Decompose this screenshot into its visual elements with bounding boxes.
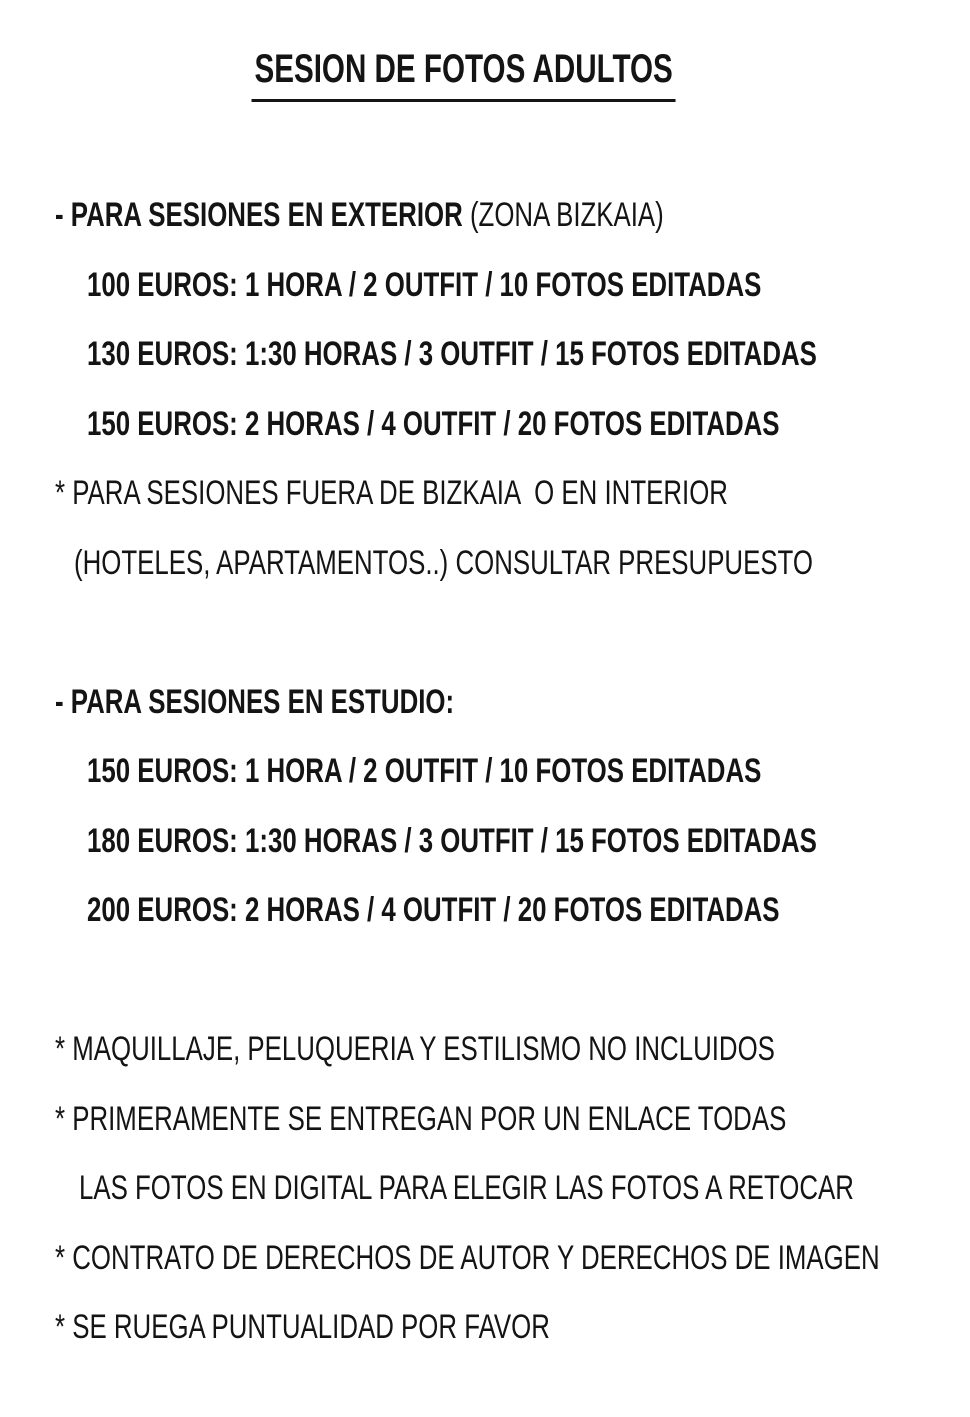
document-line-text (87, 754, 761, 788)
document-line-text (87, 821, 817, 860)
document-line-text (55, 1099, 787, 1138)
text-segment: * SE RUEGA PUNTUALIDAD POR FAVOR (55, 1308, 550, 1346)
document-line (87, 404, 970, 443)
document-line-text (55, 476, 728, 510)
text-segment: 150 EUROS: 1 HORA / 2 OUTFIT / 10 FOTOS EDITADAS (87, 752, 762, 790)
document-line (55, 476, 940, 510)
document-line (55, 198, 856, 232)
document-line (55, 1099, 970, 1138)
text-segment: 100 EUROS: 1 HORA / 2 OUTFIT / 10 FOTOS EDITADAS (87, 265, 762, 304)
document-line (87, 893, 970, 927)
document-line-text (79, 1171, 854, 1205)
text-segment: 150 EUROS: 2 HORAS / 4 OUTFIT / 20 FOTOS EDITADAS (87, 404, 780, 443)
text-segment: 200 EUROS: 2 HORAS / 4 OUTFIT / 20 FOTOS EDITADAS (87, 891, 780, 929)
text-segment: - PARA SESIONES EN EXTERIOR (55, 196, 470, 234)
document-line (55, 1310, 706, 1344)
document-title-text: SESION DE FOTOS ADULTOS (252, 46, 676, 102)
document-line-text (55, 1032, 775, 1066)
text-segment: 130 EUROS: 1:30 HORAS / 3 OUTFIT / 15 FOTOS EDITADAS (87, 335, 817, 373)
text-segment: * PRIMERAMENTE SE ENTREGAN POR UN ENLACE TODAS (55, 1099, 787, 1138)
document-line-text (87, 337, 817, 371)
text-segment: (HOTELES, APARTAMENTOS..) CONSULTAR PRESUPUESTO (74, 543, 813, 582)
document-line-text (87, 404, 780, 443)
text-segment: * MAQUILLAJE, PELUQUERIA Y ESTILISMO NO INCLUIDOS (55, 1030, 775, 1068)
document-line-text (87, 893, 780, 927)
text-segment: (ZONA BIZKAIA) (469, 196, 664, 234)
document-title (0, 46, 970, 102)
document-line (87, 337, 970, 371)
document-line (74, 543, 970, 582)
document-line-text (55, 1310, 550, 1344)
document-line-text (87, 265, 762, 304)
document-line-text (55, 1238, 880, 1277)
document-line (55, 1238, 970, 1277)
document-line (55, 682, 580, 721)
document-line (87, 821, 970, 860)
text-segment: * PARA SESIONES FUERA DE BIZKAIA O EN INTERIOR (55, 474, 728, 512)
document-line (87, 754, 970, 788)
document-line-text (74, 543, 813, 582)
document-line-text (55, 198, 664, 232)
document-line-text (55, 682, 455, 721)
document-line (87, 265, 970, 304)
document-line (79, 1171, 970, 1205)
text-segment: 180 EUROS: 1:30 HORAS / 3 OUTFIT / 15 FOTOS EDITADAS (87, 821, 817, 860)
text-segment: - PARA SESIONES EN ESTUDIO: (55, 682, 455, 721)
document-line (55, 1032, 970, 1066)
text-segment: * CONTRATO DE DERECHOS DE AUTOR Y DERECHOS DE IMAGEN (55, 1238, 880, 1277)
text-segment: LAS FOTOS EN DIGITAL PARA ELEGIR LAS FOTOS A RETOCAR (79, 1169, 854, 1207)
